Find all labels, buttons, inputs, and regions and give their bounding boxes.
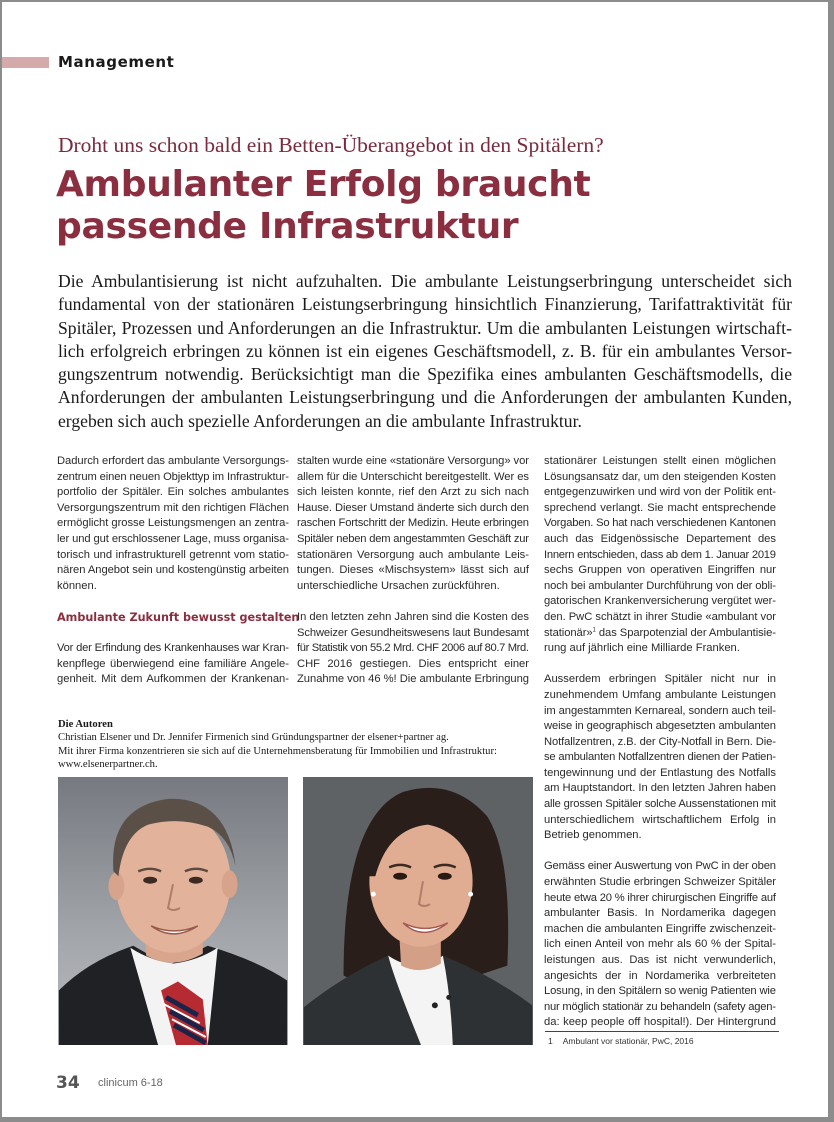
text-line: da: keep people off hospital!). Der Hintergrund: [544, 1016, 776, 1029]
text-line: CHF 2016 gestiegen. Dies entspricht einer: [297, 657, 529, 670]
footnote: [548, 1036, 694, 1047]
text-line: tungen. Dieses «Mischsystem» lässt sich auf: [297, 564, 529, 577]
text-line: sechs Gruppen von operativen Eingriffen nur: [544, 564, 776, 577]
article-lead: [58, 270, 792, 433]
text-line: Zunahme von 46 %! Die ambulante Erbringung: [297, 673, 529, 686]
text-line: heute etwa 20 % ihrer chirurgischen Eingriffe auf: [544, 891, 776, 904]
text-line: ambulanter Basis. In Nordamerika dagegen: [544, 907, 776, 920]
paragraph: [297, 454, 529, 594]
body-column-1: [57, 454, 300, 688]
page-number: 34: [56, 1073, 80, 1093]
text-line: Versorgungszentrum mit den richtigen Flächen: [57, 501, 289, 514]
footnote-number: 1: [548, 1036, 553, 1046]
text-line: Schweizer Gesundheitswesens laut Bundesamt: [297, 626, 529, 639]
text-line: Gemäss einer Auswertung von PwC in der oben: [544, 860, 776, 873]
text-line: ler und gut erschlossener Lage, muss organisa-: [57, 532, 289, 545]
text-line: se ambulanten Notfallzentren dienen der Patien-: [544, 751, 776, 764]
text-fragment: das Sparpotenzial der Ambulantisie-: [595, 626, 776, 639]
headline-line: passende Infrastruktur: [56, 206, 519, 247]
text-line: In den letzten zehn Jahren sind die Kosten des: [297, 610, 529, 623]
text-line: entgegenzuwirken und wird von der Politik ent-: [544, 486, 776, 499]
text-line: genheit. Mit dem Aufkommen der Krankenan-: [57, 673, 289, 686]
text-line: angesichts der in Nordamerika verbreiteten: [544, 969, 776, 982]
portrait-woman-image: [303, 777, 533, 1045]
text-line: leistungen aus. Das ist nicht verwunderlich,: [544, 954, 776, 966]
portrait-man-image: [58, 777, 288, 1045]
text-line: im angestammten Kernareal, sondern auch teil-: [544, 704, 776, 717]
authors-website-link[interactable]: www.elsenerpartner.ch.: [58, 758, 158, 770]
text-line-with-footnote: [544, 626, 776, 642]
text-line: portfolio der Spitäler. Ein solches ambulantes: [57, 486, 289, 499]
footnote-text: Ambulant vor stationär, PwC, 2016: [562, 1036, 694, 1046]
text-line: torisch und infrastrukturell getrennt vom statio-: [57, 548, 289, 561]
text-line: Losung, in den Spitälern so wenig Patienten wie: [544, 985, 776, 998]
text-line: nären Angebot sein und kostengünstig arbeiten: [57, 564, 289, 577]
authors-line: Mit ihrer Firma konzentrieren sie sich auf die Unternehmensberatung für Immobilien und Infrastruktur:: [58, 745, 497, 757]
text-line: kenpflege überwiegend eine familiäre Angele-: [57, 657, 289, 670]
text-line: stalten wurde eine «stationäre Versorgung» vor: [297, 455, 529, 467]
section-subheading: Ambulante Zukunft bewusst gestalten: [57, 610, 300, 624]
text-line: alle grossen Spitäler solche Aussenstationen mit: [544, 798, 776, 811]
text-line: raschen Fortschritt der Medizin. Heute erbringen: [297, 517, 529, 530]
lead-line: Anforderungen der ambulanten Leistungserbringung und die Anforderungen der ambulanten Kunden,: [58, 387, 792, 408]
paragraph: [544, 454, 776, 657]
text-line: erwähnten Studie erbringen Schweizer Spitäler: [544, 876, 776, 889]
section-label: Management: [58, 53, 175, 71]
text-fragment: stationär»: [544, 626, 593, 639]
text-line: Ausserdem erbringen Spitäler nicht nur in: [544, 673, 776, 686]
authors-title: Die Autoren: [58, 719, 113, 730]
text-line: noch bei ambulanter Durchführung von der obli-: [544, 579, 776, 592]
text-line: sich leisten konnte, rief den Arzt zu sich nach: [297, 486, 529, 499]
text-line: Notfallzentren, z.B. der City-Notfall in Bern. Die-: [544, 735, 776, 748]
author-photo-woman: [303, 777, 533, 1045]
text-line: Spitäler neben dem angestammten Geschäft zur: [297, 532, 529, 545]
text-line: auch das Eidgenössische Departement des: [544, 532, 776, 545]
body-column-3: [544, 454, 776, 1031]
text-line: zunehmendem Umfang ambulante Leistungen: [544, 688, 776, 701]
text-line: lich einen Anteil von mehr als 60 % der Spital-: [544, 938, 776, 951]
text-line: Hause. Dieser Umstand änderte sich durch den: [297, 501, 529, 514]
text-line: Vor der Erfindung des Krankenhauses war Kran-: [57, 642, 289, 655]
text-line: am Hauptstandort. In den letzten Jahren haben: [544, 782, 776, 795]
text-line: gatorischen Krankenversicherung vergütet wer-: [544, 595, 776, 608]
article-kicker: Droht uns schon bald ein Betten-Überangebot in den Spitälern?: [58, 133, 604, 157]
lead-line: ergeben sich auch spezielle Anforderungen an die ambulante Infrastruktur.: [58, 410, 582, 431]
body-column-2: [297, 454, 529, 688]
text-line: unterschiedliche Ursachen zurückführen.: [297, 579, 500, 592]
lead-line: lich erfolgreich erbringen zu können ist ein eigenes Geschäftsmodell, z. B. für ein ambulantes Versor-: [58, 340, 792, 361]
text-line: Dadurch erfordert das ambulante Versorgungs-: [57, 455, 289, 467]
text-line: für Statistik von 55.2 Mrd. CHF 2006 auf 80.7 Mrd.: [297, 642, 529, 655]
text-line: zentrum einen neuen Objekttyp im Infrastruktur-: [57, 470, 289, 483]
text-line: Betrieb genommen.: [544, 829, 642, 842]
footnote-reference[interactable]: 1: [592, 626, 596, 633]
text-line: den. PwC schätzt in ihrer Studie «ambulant vor: [544, 610, 776, 623]
author-photo-man: [58, 777, 288, 1045]
authors-line: Christian Elsener und Dr. Jennifer Firmenich sind Gründungspartner der elsener+partner ag.: [58, 732, 449, 744]
text-line: Vorgaben. So hat nach verschiedenen Kantonen: [544, 517, 776, 530]
text-line: machen die ambulanten Eingriffe zwischenzeit-: [544, 922, 776, 935]
text-line: können.: [57, 579, 97, 592]
text-line: weise in geographisch abgesetzten ambulanten: [544, 720, 776, 733]
article-headline: [56, 164, 776, 248]
lead-line: Spitäler, Prozessen und Anforderungen an die Infrastruktur. Um die ambulanten Leistungen wirtschaft-: [58, 317, 792, 338]
paragraph: [544, 859, 776, 1031]
magazine-issue: clinicum 6-18: [98, 1077, 163, 1089]
paragraph: [544, 672, 776, 844]
headline-line: Ambulanter Erfolg braucht: [56, 164, 591, 205]
text-line: Lösungsansatz dar, um den steigenden Kosten: [544, 470, 776, 483]
text-line: nur möglich stationär zu behandeln (safety agen-: [544, 1000, 776, 1013]
lead-line: gungszentrum notwendig. Berücksichtigt man die Spezifika eines ambulanten Geschäftsmodells, die: [58, 364, 792, 385]
text-line: allem für die Unterschicht bereitgestellt. Wer es: [297, 470, 529, 483]
footnote-divider: [545, 1031, 779, 1032]
section-color-bar: [2, 57, 49, 68]
magazine-page: [2, 2, 828, 1117]
text-line: ermöglicht grosse Leistungsmengen an zentra-: [57, 517, 289, 530]
paragraph: [297, 610, 529, 688]
text-line: Innern entschieden, dass ab dem 1. Januar 2019: [544, 548, 776, 561]
authors-box: [58, 718, 538, 771]
paragraph: [57, 641, 289, 688]
text-line: sprechend verlangt. Sie macht entsprechende: [544, 501, 776, 514]
lead-line: fundamental von der stationären Leistungserbringung hinsichtlich Finanzierung, Tarifattraktivität für: [58, 294, 792, 315]
lead-line: Die Ambulantisierung ist nicht aufzuhalten. Die ambulante Leistungserbringung unterscheidet sich: [58, 271, 792, 291]
paragraph: [57, 454, 289, 594]
text-line: unterschiedlichem wirtschaftlichem Erfolg in: [544, 813, 776, 826]
text-line: stationärer Leistungen stellt einen möglichen: [544, 455, 776, 467]
text-line: rung auf jährlich eine Milliarde Franken.: [544, 642, 740, 655]
text-line: stationären Versorgung auch ambulante Leis-: [297, 548, 529, 561]
text-line: tengewinnung und der Entlastung des Notfalls: [544, 766, 776, 779]
